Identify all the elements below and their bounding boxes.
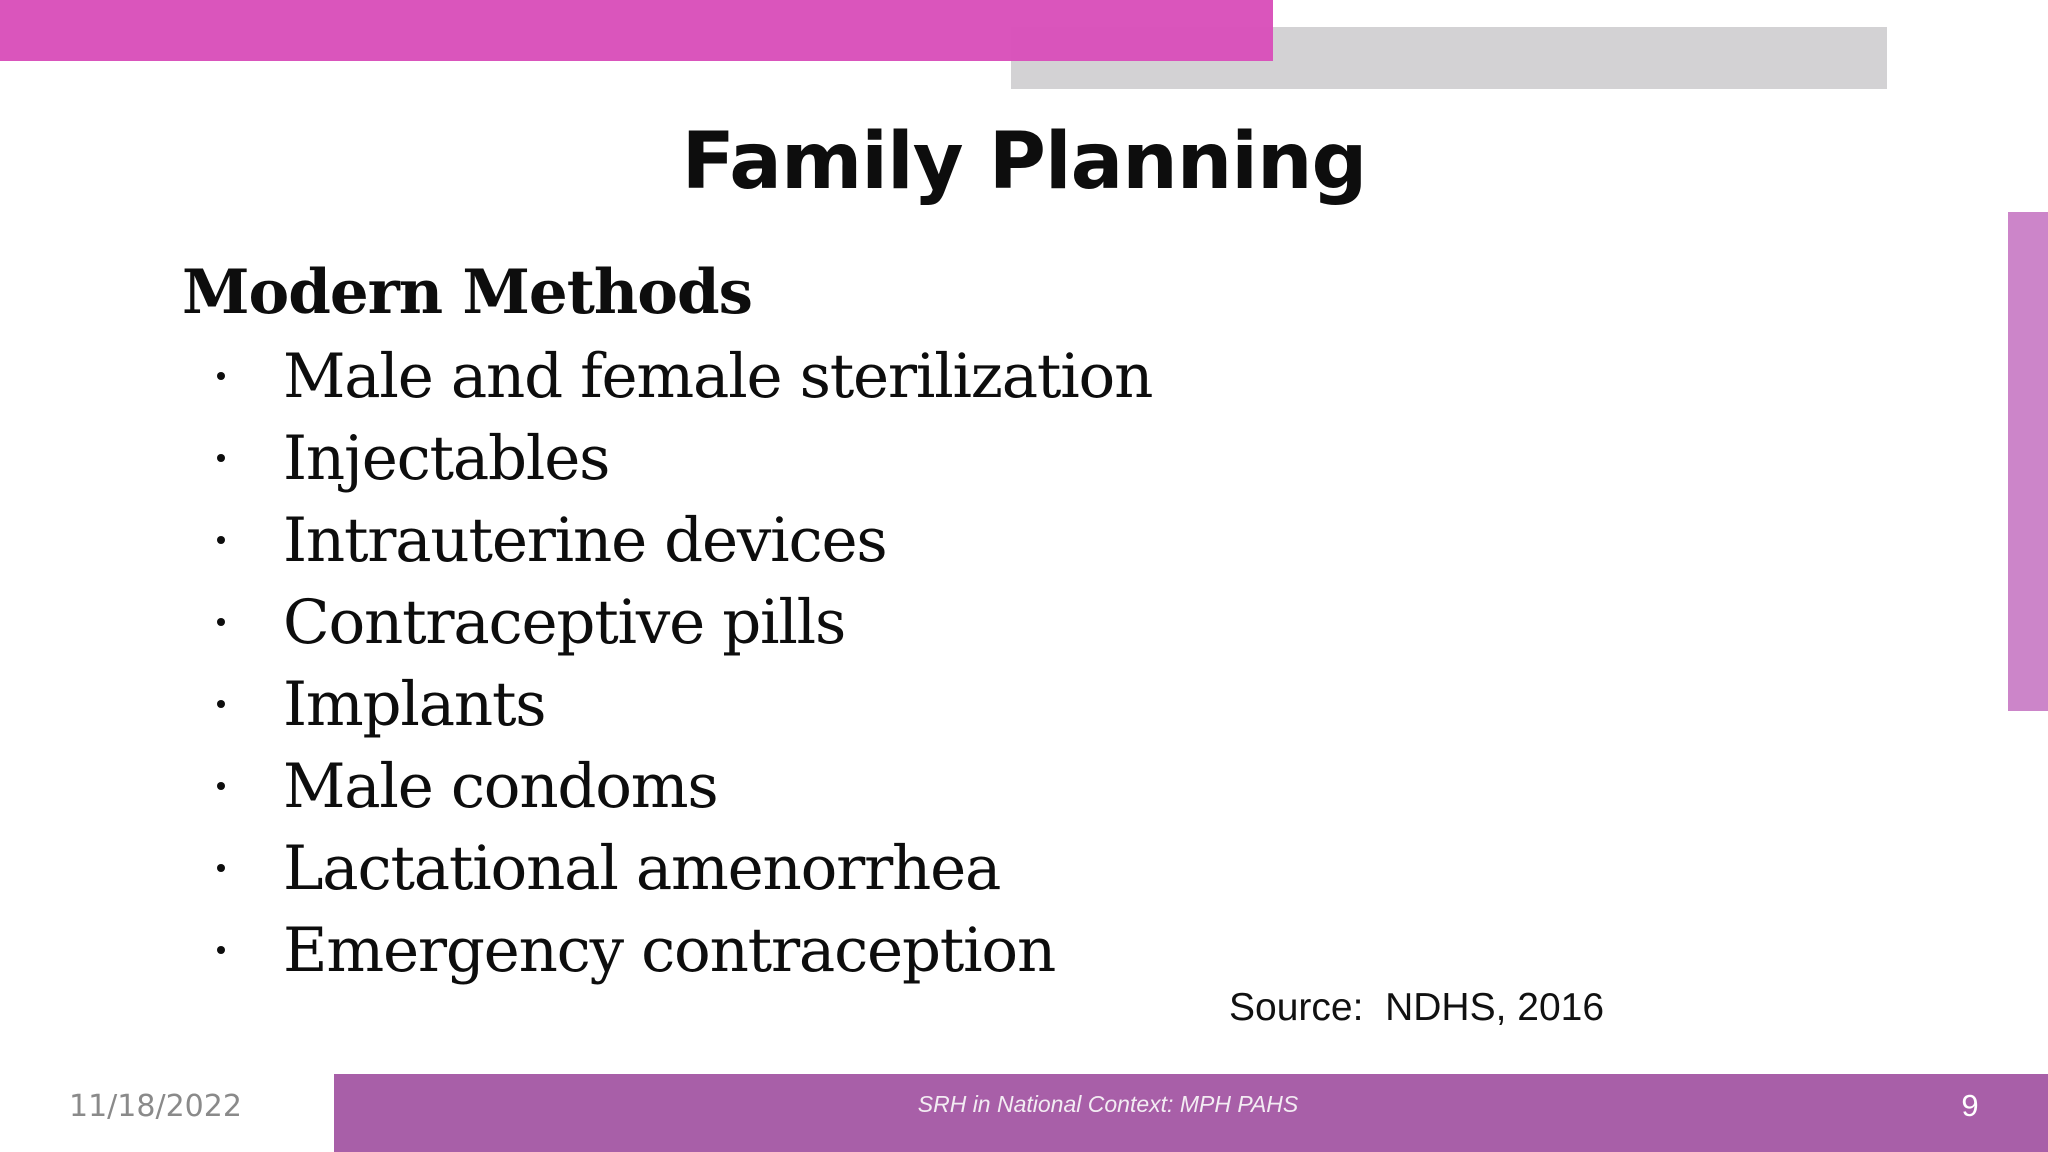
section-heading: Modern Methods (182, 257, 752, 328)
bullet-icon (217, 454, 225, 462)
list-item-text: Male and female sterilization (283, 340, 1153, 412)
list-item (205, 581, 1152, 663)
bullet-icon (217, 700, 225, 708)
bullet-list (205, 335, 1152, 991)
list-item-text: Lactational amenorrhea (283, 832, 1001, 904)
list-item (205, 663, 1152, 745)
list-item (205, 745, 1152, 827)
bullet-icon (217, 536, 225, 544)
list-item-text: Intrauterine devices (283, 504, 887, 576)
decorative-side-accent (2008, 212, 2048, 711)
bullet-icon (217, 618, 225, 626)
source-citation: Source: NDHS, 2016 (1229, 986, 1605, 1029)
list-item-text: Contraceptive pills (283, 586, 846, 658)
bullet-icon (217, 864, 225, 872)
bullet-icon (217, 782, 225, 790)
bullet-icon (217, 372, 225, 380)
list-item-text: Male condoms (283, 750, 718, 822)
decorative-pink-bar (0, 0, 1273, 61)
slide-title: Family Planning (681, 117, 1367, 207)
list-item-text: Emergency contraception (283, 914, 1056, 986)
list-item (205, 499, 1152, 581)
list-item-text: Implants (283, 668, 546, 740)
page-number: 9 (1961, 1088, 1979, 1123)
list-item (205, 909, 1152, 991)
list-item-text: Injectables (283, 422, 610, 494)
footer-date: 11/18/2022 (69, 1089, 242, 1124)
bullet-icon (217, 946, 225, 954)
list-item (205, 827, 1152, 909)
footer-text: SRH in National Context: MPH PAHS (917, 1091, 1299, 1117)
list-item (205, 417, 1152, 499)
list-item (205, 335, 1152, 417)
